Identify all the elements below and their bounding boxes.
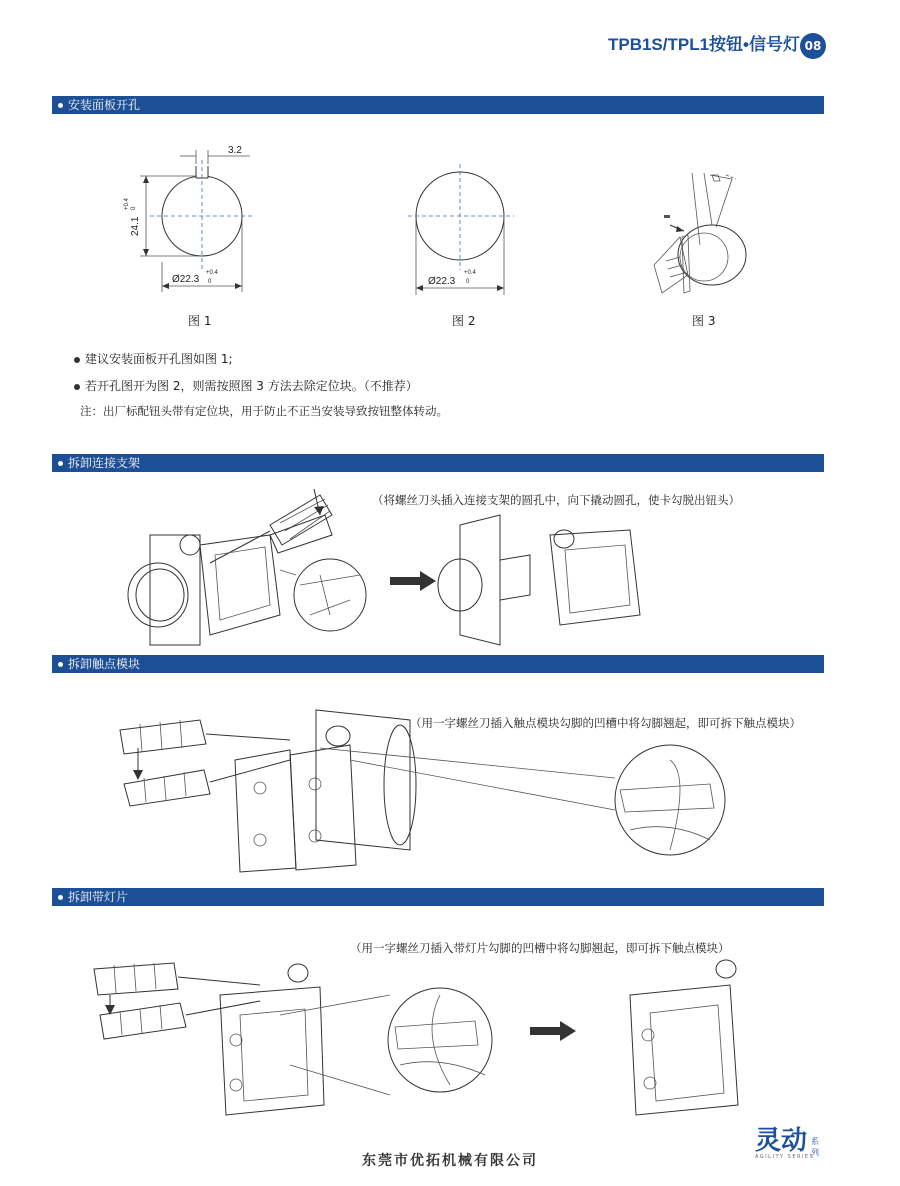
svg-text:0: 0	[131, 206, 137, 210]
svg-text:+0.4: +0.4	[124, 198, 130, 210]
section-title: 拆卸带灯片	[68, 890, 129, 904]
caption-lamp: （用一字螺丝刀插入带灯片勾脚的凹槽中将勾脚翘起，即可拆下触点模块）	[350, 941, 730, 955]
figure-3-drawing	[640, 165, 760, 305]
caption-bracket: （将螺丝刀头插入连接支架的圆孔中，向下撬动圆孔，使卡勾脱出钮头）	[372, 493, 740, 507]
section-bar-remove-bracket	[52, 454, 824, 472]
caption-contact: （用一字螺丝刀插入触点模块勾脚的凹槽中将勾脚翘起，即可拆下触点模块）	[410, 716, 801, 730]
section-title: 拆卸连接支架	[68, 456, 141, 470]
section-bar-remove-contact	[52, 655, 824, 673]
svg-text:0: 0	[208, 279, 212, 285]
dim-diameter: Ø22.3	[172, 274, 200, 285]
dim-diameter: Ø22.3	[428, 276, 456, 287]
section-bar-panel-cutout	[52, 96, 824, 114]
section-bar-remove-lamp	[52, 888, 824, 906]
figure-3-label: 图 3	[692, 314, 716, 328]
company-name: 东莞市优拓机械有限公司	[362, 1153, 538, 1169]
figure-1-label: 图 1	[188, 314, 212, 328]
zoom-detail-circle	[388, 988, 492, 1092]
bullet-icon	[58, 895, 63, 900]
note-bullet-1: 建议安装面板开孔图如图 1;	[74, 350, 233, 367]
logo-tag: AGILITY SERIES	[755, 1154, 815, 1160]
screwdriver-icon	[270, 495, 332, 545]
bracket-illustration	[120, 475, 800, 655]
logo-text: 灵动	[755, 1126, 808, 1156]
note-bullet-2: 若开孔图开为图 2，则需按照图 3 方法去除定位块。（不推荐）	[74, 377, 418, 394]
page-number-badge: 08	[800, 33, 826, 59]
series-logo	[755, 1120, 825, 1160]
svg-text:0: 0	[466, 279, 470, 285]
contact-illustration	[110, 700, 720, 875]
svg-text:+0.4: +0.4	[464, 270, 476, 276]
note-remark: 注：出厂标配钮头带有定位块，用于防止不正当安装导致按钮整体转动。	[80, 404, 448, 418]
arrow-right-icon	[530, 1021, 576, 1041]
arrow-right-icon	[390, 571, 436, 591]
figure-1-drawing	[110, 140, 260, 300]
dim-24-1: 24.1	[130, 216, 141, 236]
bullet-icon	[58, 662, 63, 667]
dim-3-2: 3.2	[228, 145, 242, 156]
lamp-illustration	[90, 955, 770, 1140]
svg-text:+0.4: +0.4	[206, 270, 218, 276]
zoom-detail-circle	[615, 745, 725, 855]
figure-2-drawing	[400, 150, 520, 300]
page-title: TPB1S/TPL1按钮•信号灯	[607, 35, 800, 54]
screwdriver-icon	[120, 720, 206, 754]
figure-2-label: 图 2	[452, 314, 476, 328]
section-title: 拆卸触点模块	[68, 657, 141, 671]
bullet-icon	[58, 461, 63, 466]
bullet-icon	[58, 103, 63, 108]
zoom-detail-circle	[294, 559, 366, 631]
logo-sub: 系列	[811, 1137, 819, 1157]
section-title: 安装面板开孔	[68, 98, 141, 112]
